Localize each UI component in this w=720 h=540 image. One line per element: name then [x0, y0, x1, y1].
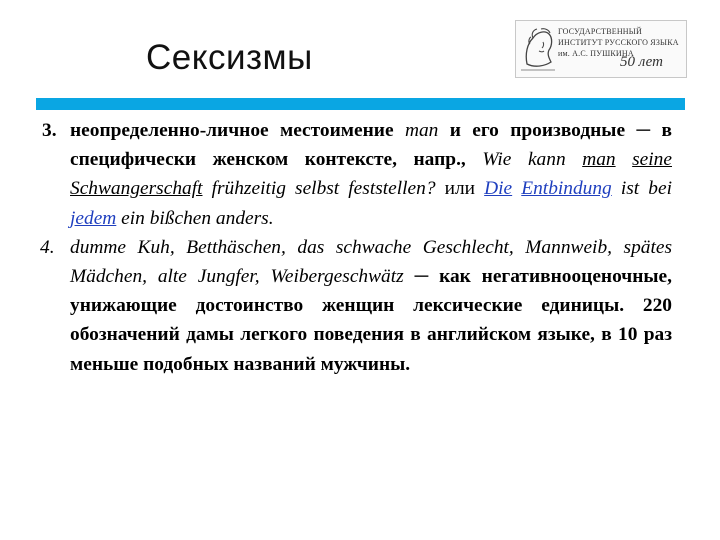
german-example-underlined: man	[582, 149, 616, 171]
german-example: ein bißchen anders.	[116, 207, 274, 229]
spacer	[512, 178, 521, 199]
german-example: ist bei	[611, 178, 672, 200]
german-example-underlined: seine	[632, 149, 672, 171]
list-item-3	[40, 116, 672, 233]
german-examples: dumme Kuh, Betthäschen, das schwache Geschlecht, Mannweib, spätes Mädchen, alte Jungfer, Weibergeschwätz	[70, 236, 672, 288]
logo-anniversary: 50 лет	[620, 54, 663, 70]
item-text: неопределенно-личное местоимение	[70, 120, 405, 141]
german-example-underlined: Die	[484, 178, 513, 200]
german-example-underlined: jedem	[70, 207, 117, 229]
logo-line-2: ИНСТИТУТ РУССКОГО ЯЗЫКА	[558, 38, 679, 47]
german-example-underlined: Schwangerschaft	[70, 178, 203, 200]
slide-title: Сексизмы	[146, 38, 313, 77]
spacer	[616, 149, 633, 170]
german-example-underlined: Entbindung	[521, 178, 612, 200]
item-text: и его производные ─ в специфически женском контексте, напр.,	[70, 120, 672, 171]
slide-body	[40, 116, 672, 379]
logo-line-1: ГОСУДАРСТВЕННЫЙ	[558, 27, 642, 36]
item-text: ─ как негативнооценочные, унижающие достоинство женщин лексические единицы. 220 обозначений дамы легкого поведения в английском языке, в 10 раз меньше подобных названий мужчины.	[70, 266, 672, 375]
institute-logo	[515, 20, 687, 78]
german-word: man	[404, 120, 439, 141]
title-divider	[36, 98, 685, 110]
list-item-4	[40, 233, 672, 379]
item-number: 3.	[42, 120, 57, 141]
logo-line-3: им. А.С. ПУШКИНА	[558, 49, 634, 58]
german-example: frühzeitig selbst feststellen?	[202, 178, 436, 200]
item-number: 4.	[40, 236, 55, 258]
pushkin-portrait-icon	[519, 24, 557, 72]
conjunction: или	[435, 178, 485, 200]
german-example: Wie kann	[482, 149, 583, 171]
